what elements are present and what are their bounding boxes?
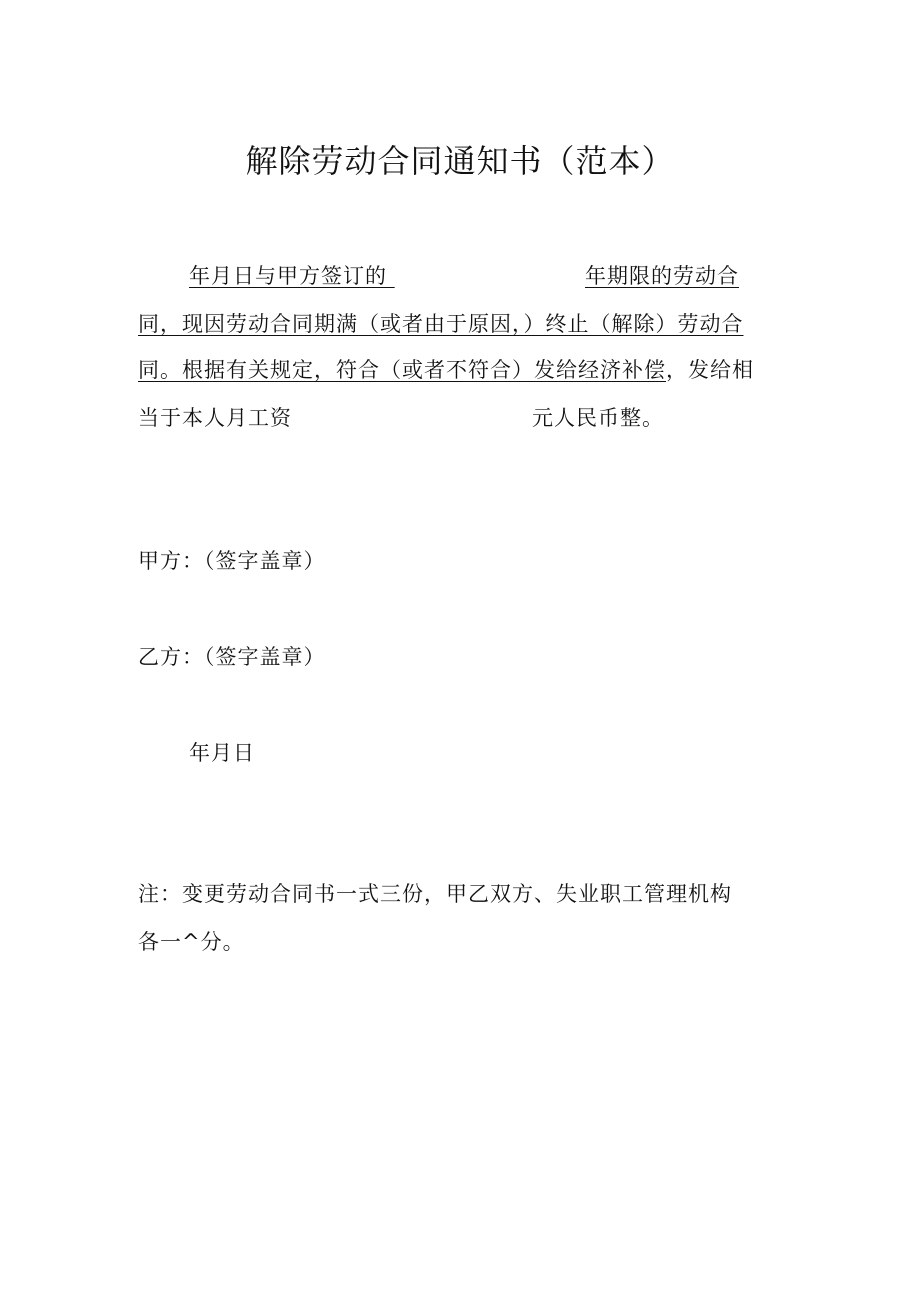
document-title: 解除劳动合同通知书（范本）	[245, 142, 675, 180]
body-line-3-part-b: ，发给相	[666, 358, 754, 382]
body-line-3	[138, 356, 754, 384]
body-line-1-part-b: 年期限的劳动合	[585, 264, 739, 288]
note-line-1: 注：变更劳动合同书一式三份，甲乙双方、失业职工管理机构	[138, 882, 732, 906]
body-line-4-part-a: 当于本人月工资	[138, 406, 292, 430]
body-line-1	[189, 262, 739, 290]
party-b-signature: 乙方：（签字盖章）	[138, 645, 326, 669]
signature-date: 年月日	[189, 741, 255, 765]
body-line-1-part-a: 年月日与甲方签订的	[189, 264, 387, 288]
body-line-2-text: 同，现因劳动合同期满（或者由于原因，）终止（解除）劳动合	[138, 312, 744, 336]
note-line-2: 各一^分。	[138, 930, 245, 954]
party-a-signature: 甲方：（签字盖章）	[138, 549, 326, 573]
blank-term-field	[387, 262, 585, 290]
body-line-4	[138, 404, 664, 432]
body-line-2	[138, 310, 744, 338]
body-line-4-part-b: 元人民币整。	[532, 406, 664, 430]
body-line-3-part-a: 同。根据有关规定，符合（或者不符合）发给经济补偿	[138, 358, 666, 382]
